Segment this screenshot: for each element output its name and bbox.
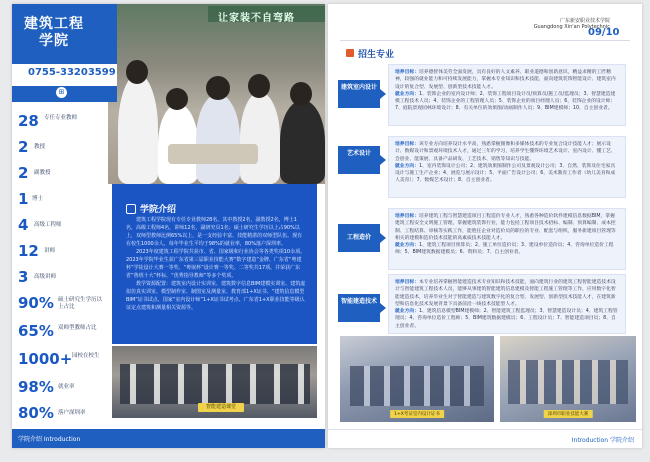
stat-label: 专任专业教师 [44,115,78,121]
page-footer [328,429,642,448]
student-figure [118,74,158,184]
job-label: 就业方向： [395,243,419,249]
goal-text: 培养德智体美劳全面发展，具有良好的人文素养、职业道德和创新意识，精益求精的工匠精神，较强的就业能力和可持续发展能力，掌握本专业知识和技术技能，面向建筑装饰智能设计、建筑室内设计的复合型、发展型、创新型技术技能人才。 [395,70,616,90]
major-description [388,64,626,126]
college-title-block [12,4,117,102]
stat-number: 2 [18,138,29,156]
stat-label: 硕士研究生学历以上占比 [58,297,103,310]
phone-number: 0755-33203599 [28,67,116,78]
major-tag: 建筑室内设计 [338,80,380,108]
stat-label: 高级工程师 [34,222,62,228]
stat-number: 2 [18,164,29,182]
exam-photo [340,336,494,422]
major-tag: 工程造价 [338,224,380,252]
stat-number: 12 [18,242,39,260]
stat-label: 园校在校生 [72,353,100,359]
stat-number: 4 [18,216,29,234]
desk [168,144,258,164]
section-title: 招生专业 [358,50,395,60]
intro-title: 学院介绍 [140,205,177,215]
student-figure [196,94,240,184]
stat-item [18,350,110,370]
job-text: 1、室内装饰设计公司；2、建筑效果图制作公司及景观设计公司；3、自然、装饰及住宅家具设计与施工生产企业；4、展览与展示设计；5、平面广告设计公司；6、美术教育工作者（幼儿美育和成人美育）；7、数媒艺术设计；8、自主创业者。 [395,163,616,184]
stat-item [18,164,110,184]
photo-caption: 智能建造课堂 [198,403,244,412]
stat-item [18,268,110,288]
intro-paragraph: 2023年度建筑工程学院共获市、省、国家级和行业协会等各类奖项10余项。2023年学院毕业生获广东省第三届职业技能大赛“数字建造”金牌、广东省“粤建杯”学徒设计大赛一等奖、“粤嵌杯”设计赛一等奖、二等奖共17项。并荣获广东省“鲁班十大”杯标、“优秀指导教师”等多个奖项。 [126,249,306,279]
stat-label: 讲师 [44,248,56,254]
classroom-photo [108,4,325,184]
goal-text: 该专业方向培养设计水平高，熟悉掌握图像和多媒体技术的专业复合设计技能人才；展示设计、数媒设计和景观环境技术人才，通过三年的学习，培养学生懂得环境艺术设计、室内设计、懂工艺、会创业、能策展、具备产品研发、工艺技术、销售等知识与技能。 [395,142,616,162]
job-text: 1、装饰企业的室内设计师；2、装饰工程项目设计员/预算员/施工员/监理员；3、智慧建造建模工程技术人员；4、装饰企业的工程管理人员；5、装饰企业的项目经理人员；6、装饰企业的设计师；7、庭院景观园林环境设计；8、有关单位的效果图/动画制作人员；9、BIM建模师；10、自主创业者。 [395,91,616,112]
stat-item [18,242,110,262]
section-icon [346,49,354,57]
stat-label: 落户深圳率 [58,410,86,416]
intro-paragraph: 建筑工程学院现有专任专业教师28名，其中教授2名，副教授2名，博士1名，高级工程师4名，讲师12名，副研究员1名；硕士研究生学历以上占90%以上，双师型教师比例65%以上，是一支经验丰富、技能精湛的双师型队伍。现有在校生1000余人，每年毕业生平均于98%的就业率，80%落户深圳率。 [126,217,303,247]
school-name-en: Guangdong Xin'an Polytechnic [533,24,610,30]
stat-item [18,404,110,424]
job-text: 1、建筑工程项目预算员；2、施工单位造价员；3、建设单位造价员；4、咨询单位造价工程师；5、BIM建筑数据建模员；6、资料员；7、自主创业者。 [395,243,614,256]
major-description [388,208,626,270]
stat-label: 博士 [32,196,44,202]
competition-photo [500,336,636,422]
goal-text: 培养建筑工程与智慧建造项目工程造价专业人才，熟悉各种造价软件建模信息数据BIM，掌握建筑工程安全文明施工管理，掌握建筑装饰行业，能力包括工程项目技术招标、编制、预算编制、成本控制、工程结算、审核等实践工作，能胜任企业对造价员的职位的专业、配套与组织，服务新建项目管理等相关的建模和造价技术技能的高素质技术技能人才。 [395,214,616,241]
photo-caption: 深圳市职业技能大赛 [544,410,593,418]
stat-item [18,216,110,236]
stat-label: 双师型教师占比 [58,325,97,331]
college-name-line-1: 建筑工程 [24,16,84,32]
training-photo [112,346,317,418]
header-divider [340,40,630,41]
stat-number: 98% [18,378,54,396]
stat-item [18,322,110,342]
college-name [24,16,84,50]
intro-paragraph: 教学资源配置：建筑室内设计实训室、建筑数字信息BIM建模实训室、建筑虚拟仿真实训室、模型制作室、制图室及测量室、教育部1+X证书、“建筑信息模型BIM”证书试点、国家“室内设计师”1+X证书试考点、广东省1+X职业技能等级认证定点建筑和测量相关资源等。 [126,281,306,311]
competition-scene [508,360,628,404]
stat-number: 3 [18,268,29,286]
stat-label: 就业率 [58,384,75,390]
photo-caption: 1+X考证室内设计证书 [390,410,444,418]
student-head [290,82,312,106]
book-icon [126,204,136,214]
student-head [248,74,270,98]
stat-number: 1 [18,190,29,208]
stat-number: 1000+ [18,350,73,368]
intro-panel [112,184,317,344]
job-label: 就业方向： [395,163,419,169]
major-card [338,64,628,126]
footer-text: Introduction 学院介绍 [571,437,634,444]
stat-item [18,112,110,132]
right-page [328,4,642,448]
student-group [120,364,310,404]
left-page [12,4,325,448]
goal-label: 培养目标： [395,280,419,285]
qr-code-icon: ⊞ [56,87,67,98]
page-footer [12,429,325,448]
major-description [388,274,626,334]
major-description [388,136,626,198]
job-label: 就业方向： [395,309,419,315]
stat-item [18,294,110,314]
goal-label: 培养目标： [395,142,419,147]
stat-number: 80% [18,404,54,422]
major-card [338,274,628,334]
student-head [206,76,230,100]
stat-item [18,138,110,158]
major-tag: 艺术设计 [338,146,380,174]
footer-text: 学院介绍 Introduction [18,436,81,443]
student-figure [280,100,325,184]
job-text: 1、建筑信息模型BIM建模师；2、智能建筑工程监理员；3、智慧建造设计员；4、建筑工程管理员；4、咨询单位造价工程师；5、BIM建筑数据建模员；6、工程设计员；7、智能建造项目员；8、自主创业者。 [395,309,618,329]
college-name-line-2: 学院 [39,33,69,49]
student-figure [240,92,280,184]
intro-body [126,216,306,312]
stat-label: 高级讲师 [34,274,57,280]
major-card [338,208,628,270]
stat-number: 65% [18,322,54,340]
job-label: 就业方向： [395,91,419,97]
stat-number: 28 [18,112,39,130]
student-head [126,60,148,84]
goal-text: 本专业培养掌握智能建造技术专业知识和技术技能，面向建筑行业的建筑工程智能建造技术设计与智能建筑工程技术人员，能够从事建筑智能建筑信息建模及智能工程施工管理等工作，应用数字化智能建造技术，培养毕业生对于智能建造与建筑数字化的复合型、发展型、创新型技术技能人才，在建筑新型和信息化技术发展背景下具备前沿一线技术技能型人才。 [395,280,616,307]
goal-label: 培养目标： [395,214,419,219]
stat-label: 教授 [34,144,46,150]
stat-item [18,190,110,210]
stat-label: 副教授 [34,170,51,176]
major-tag: 智能建造技术 [338,294,380,322]
school-name: 广东新安职业技术学院 [559,18,610,24]
computer-lab-scene [350,366,484,406]
goal-label: 培养目标： [395,70,419,75]
stat-number: 90% [18,294,54,312]
intro-heading [126,198,176,217]
photo-slogan: 让家装不自弯路 [218,13,295,24]
major-card [338,136,628,198]
stat-item [18,378,110,398]
page-number: 09/10 [588,27,620,38]
student-head [166,88,188,110]
